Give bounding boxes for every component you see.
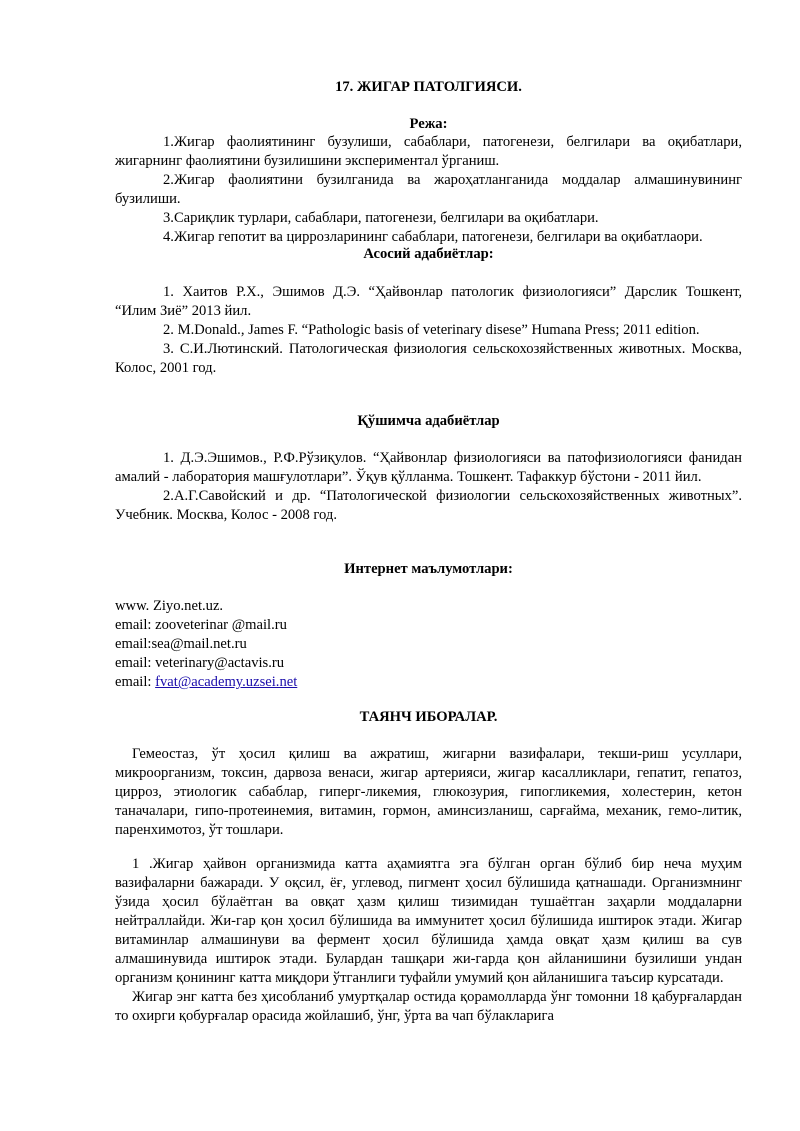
- email-label: email:: [115, 674, 156, 690]
- internet-line: email: zooveterinar @mail.ru: [115, 617, 287, 633]
- literature-item: 3. С.И.Лютинский. Патологическая физиология сельскохозяйственных животных. Москва, Колос, 2001 год.: [115, 341, 742, 376]
- body-paragraph: Жигар энг катта без ҳисобланиб умуртқалар остида қорамолларда ўнг томонни 18 қабурғалардан то охирги қобурғалар орасида жойлашиб, ўнг, ўрта ва чап бўлакларига: [115, 989, 742, 1024]
- literature-item: 1. Хаитов Р.Х., Эшимов Д.Э. “Ҳайвонлар патологик физиологияси” Дарслик Тошкент, “Илим Зиё” 2013 йил.: [115, 284, 742, 319]
- main-literature-heading: Асосий адабиётлар:: [363, 246, 494, 262]
- literature-item: 2.А.Г.Савойский и др. “Патологической физиологии сельскохозяйственных животных”. Учебник. Москва, Колос - 2008 год.: [115, 488, 742, 523]
- plan-heading: Режа:: [409, 116, 448, 132]
- internet-line: email:sea@mail.net.ru: [115, 636, 247, 652]
- keywords-block: [115, 745, 742, 840]
- literature-item: 1. Д.Э.Эшимов., Р.Ф.Рўзиқулов. “Ҳайвонлар физиологияси ва патофизиологияси фанидан амалий - лаборатория машғулотлари”. Ўқув қўлланма. Тошкент. Тафаккур бўстони - 2011 йил.: [115, 450, 742, 485]
- page-title: 17. ЖИГАР ПАТОЛГИЯСИ.: [335, 79, 522, 95]
- plan-item: 1.Жигар фаолиятининг бузулиши, сабаблари, патогенези, белгилари ва оқибатлари, жигарнинг фаолиятини бузилишини экспериментал ўрганиш.: [115, 134, 742, 169]
- email-link[interactable]: fvat@academy.uzsei.net: [155, 674, 298, 690]
- plan-item: 3.Сариқлик турлари, сабаблари, патогенези, белгилари ва оқибатлари.: [163, 210, 599, 226]
- internet-heading: Интернет маълумотлари:: [344, 561, 513, 577]
- extra-literature-heading: Қўшимча адабиётлар: [357, 413, 500, 429]
- internet-line: www. Ziyo.net.uz.: [115, 598, 224, 614]
- internet-list: [115, 597, 742, 692]
- body-text: [115, 855, 742, 1026]
- main-literature-list: [115, 283, 742, 378]
- plan-item: 4.Жигар гепотит ва циррозларининг сабаблари, патогенези, белгилари ва оқибатлаори.: [163, 229, 703, 245]
- plan-item: 2.Жигар фаолиятини бузилганида ва жароҳатланганида моддалар алмашинувининг бузилиши.: [115, 172, 742, 207]
- literature-item: 2. M.Donald., James F. “Pathologic basis of veterinary disese” Humana Press; 2011 edition.: [163, 322, 700, 338]
- plan-list: [115, 133, 742, 247]
- internet-line: email: veterinary@actavis.ru: [115, 655, 285, 671]
- keywords-text: Гемеостаз, ўт ҳосил қилиш ва ажратиш, жигарни вазифалари, текши-риш усуллари, микроорганизм, токсин, дарвоза венаси, жигар артерияси, жигар касалликлари, гепатит, гепатоз, цирроз, этиологик сабаблар, гиперг-ликемия, глюкозурия, гипогликемия, холестерин, кетон таначалари, гипо-протеинемия, витамин, гормон, аминсизланиш, сарғайма, механик, гемо-литик, паренхимотоз, ўт тошлари.: [115, 746, 742, 838]
- extra-literature-list: [115, 449, 742, 525]
- keywords-heading: ТАЯНЧ ИБОРАЛАР.: [359, 709, 498, 725]
- internet-line-link-row: [115, 673, 742, 692]
- body-paragraph: 1 .Жигар ҳайвон организмида катта аҳамиятга эга бўлган орган бўлиб бир неча муҳим вазифаларни бажаради. У оқсил, ёғ, углевод, пигмент ҳосил бўлишида қатнашади. Организмнинг ўзида ҳосил бўлаётган ва овқат ҳазм қилиш тизимидан тушаётган заҳарли моддаларни нейтраллайди. Жи-гар қон ҳосил бўлишида ва иммунитет ҳосил бўлишида иштирок этади. Жигар витаминлар алмашинуви ва фермент ҳосил бўлишида ҳамда овқат ҳазм қилиш ва сув алмашинувида иштирок этади. Булардан ташқари жи-гарда қон айланишини бузилиши ундан организм қонининг катта миқдори ўтганлиги туфайли умумий қон айланишига таъсир курсатади.: [115, 856, 742, 986]
